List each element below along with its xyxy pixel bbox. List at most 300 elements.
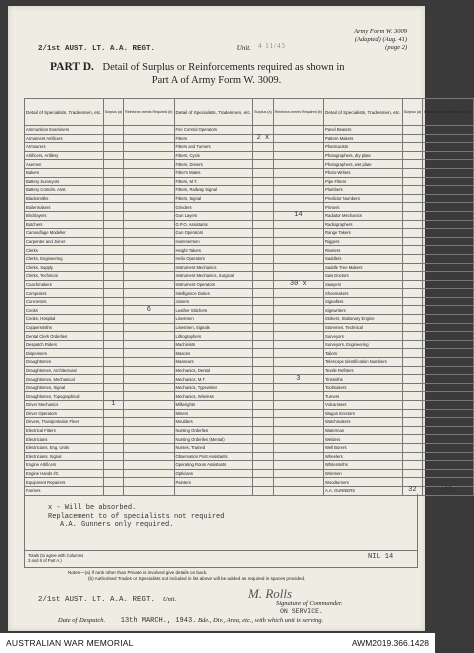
specialist-name: Sawyers [324,280,403,289]
surplus-cell [402,229,423,238]
surplus-cell [402,254,423,263]
reinforcement-cell [423,332,473,341]
reinforcement-cell [124,332,174,341]
surplus-cell [103,315,124,324]
note-a: Notes—(a) If rank other than Private is involved give details on back. [68,570,208,575]
unit-label: Unit. [236,44,251,52]
form-line-3: (page 2) [385,44,407,51]
specialist-name: Shoemakers [324,289,403,298]
reinforcement-cell [273,186,323,195]
remark-line-1: x - Will be absorbed. [48,504,137,512]
specialist-name: Radiographers [324,220,403,229]
specialist-name: Coppersmiths [25,323,104,332]
reinforcement-cell [124,254,174,263]
surplus-cell [103,280,124,289]
surplus-cell [402,315,423,324]
reinforcement-cell [124,478,174,487]
specialist-name: Ammunition Examiners [25,126,104,135]
specialist-name: Storemen, Technical [324,323,403,332]
surplus-cell [103,151,124,160]
specialist-name: Panel Beaters [324,126,403,135]
reinforcement-cell [273,461,323,470]
despatch-suffix: Bde., Div., Area, etc., with which unit is serving. [198,617,324,624]
specialist-name: Instrument Mechanics [174,263,253,272]
specialist-name: Wheelers [324,452,403,461]
surplus-cell [253,289,274,298]
specialist-name: Helio Operators [174,254,253,263]
specialist-name: Armourers [25,143,104,152]
surplus-cell [402,409,423,418]
surplus-cell [253,478,274,487]
table-row [25,177,474,186]
surplus-cell [103,375,124,384]
specialist-name: Pipe Fitters [324,177,403,186]
table-row [25,426,474,435]
surplus-cell [402,151,423,160]
surplus-cell [253,263,274,272]
totals-value: NIL 14 [368,553,394,561]
specialist-name: Dispensers [25,349,104,358]
reinforcement-cell [423,323,473,332]
table-row [25,151,474,160]
specialist-name: Intelligence Duties [174,289,253,298]
table-row [25,435,474,444]
reinforcement-cell [273,272,323,281]
specialist-name: Fitters, Railway Signal [174,186,253,195]
reinforcement-cell [124,297,174,306]
surplus-cell [103,366,124,375]
reinforcement-cell [124,143,174,152]
specialist-name: Surveyors, Engineering [324,340,403,349]
surplus-cell: 1 [103,401,124,410]
reinforcement-cell [423,151,473,160]
reinforcement-cell [423,366,473,375]
surplus-cell [402,349,423,358]
title-line-2: Part A of Army Form W. 3009. [151,75,282,86]
reinforcement-cell: 30 x [273,280,323,289]
specialist-name: Miners [174,409,253,418]
specialist-name: Wiremen [324,469,403,478]
surplus-cell [253,143,274,152]
specialist-name: Blacksmiths [25,194,104,203]
reinforcement-cell [423,306,473,315]
specialist-name: Armament Artificers [25,134,104,143]
reinforcement-cell [423,392,473,401]
surplus-cell [253,469,274,478]
col-header-detail-2: Detail of Specialists, Tradesmen, etc. [174,99,253,126]
surplus-cell [253,297,274,306]
reinforcement-cell [273,203,323,212]
reinforcement-cell [423,461,473,470]
reinforcement-cell [423,263,473,272]
specialist-name: Coachmakers [25,280,104,289]
form-number [354,28,407,52]
reinforcement-cell [423,443,473,452]
surplus-cell [253,340,274,349]
reinforcement-cell [124,177,174,186]
footer-unit-typed: 2/1st AUST. LT. A.A. REGT. [38,596,156,604]
surplus-cell [103,392,124,401]
reinforcement-cell [273,126,323,135]
reinforcement-cell [423,160,473,169]
surplus-cell [253,272,274,281]
specialist-name: Leather Stitchers [174,306,253,315]
surplus-cell [253,151,274,160]
reinforcement-cell [124,349,174,358]
surplus-cell [402,332,423,341]
reinforcement-cell [273,323,323,332]
surplus-cell [103,323,124,332]
specialist-name: Tinsmiths [324,375,403,384]
totals-label-1: Totals (to agree with Columns [28,553,84,558]
table-row [25,349,474,358]
reinforcement-cell [124,426,174,435]
specialist-name: Fitters, Cycle [174,151,253,160]
table-row [25,220,474,229]
reinforcement-cell [423,272,473,281]
surplus-cell [402,426,423,435]
table-row [25,401,474,410]
surplus-cell [402,237,423,246]
reinforcement-cell [273,297,323,306]
specialist-name: Draughtsmen, Mechanical [25,375,104,384]
surplus-cell [103,426,124,435]
reinforcement-cell [124,246,174,255]
specialist-name: Whitesmiths [324,461,403,470]
reinforcement-cell [423,246,473,255]
surplus-cell [103,418,124,427]
specialist-name: Waterman [324,426,403,435]
reinforcement-cell [273,469,323,478]
surplus-cell [402,435,423,444]
reinforcement-cell [124,323,174,332]
table-row [25,323,474,332]
form-sheet [8,6,472,631]
specialist-name: Signallers [324,297,403,306]
surplus-cell [402,443,423,452]
table-row [25,194,474,203]
specialist-name: Lithographers [174,332,253,341]
specialist-name: Clerks, Technical [25,272,104,281]
specialist-name: Cooks, Hospital [25,315,104,324]
surplus-cell [253,315,274,324]
reinforcement-cell [124,375,174,384]
reinforcement-cell [423,426,473,435]
reinforcement-cell [124,126,174,135]
surplus-cell: 32 [402,486,423,495]
surplus-cell [402,392,423,401]
specialist-name: Boilermakers [25,203,104,212]
reinforcement-cell [273,358,323,367]
reinforcement-cell [124,289,174,298]
surplus-cell [402,289,423,298]
specialist-name: Instrument Operators [174,280,253,289]
reinforcement-cell [273,401,323,410]
specialist-name: Driver Mechanics [25,401,104,410]
table-row [25,229,474,238]
specialist-name: Axemen [25,160,104,169]
specialist-name: Linesmen [174,315,253,324]
surplus-cell [103,168,124,177]
reinforcement-cell [124,418,174,427]
reinforcement-cell [124,340,174,349]
reinforcement-cell [273,254,323,263]
specialist-name: Pattern Makers [324,134,403,143]
specialist-name: Battery Surveyors [25,177,104,186]
specialist-name: Electricians, Signal [25,452,104,461]
surplus-cell [402,211,423,220]
specialist-name: Woodturners [324,478,403,487]
specialist-name: Battery Comdrs. Asst. [25,186,104,195]
reinforcement-cell [423,186,473,195]
surplus-cell [103,409,124,418]
footer-unit-line [38,594,176,604]
surplus-cell [103,220,124,229]
reinforcement-cell [423,254,473,263]
signature-label: Signature of Commander. [276,600,343,607]
surplus-cell [253,323,274,332]
specialist-name: Clerks, Engineering [25,254,104,263]
totals-label-2: 3 and 6 of Part A.) [28,558,62,563]
reinforcement-cell [273,263,323,272]
reinforcement-cell [423,401,473,410]
table-row [25,461,474,470]
specialist-name: Nursing Orderlies (Mental) [174,435,253,444]
reinforcement-cell: 14 [273,211,323,220]
surplus-cell [253,211,274,220]
surplus-cell [253,332,274,341]
surplus-cell [253,461,274,470]
surplus-cell [253,426,274,435]
specialist-name: Mechanics, Dental [174,366,253,375]
table-row [25,297,474,306]
surplus-cell [103,297,124,306]
reinforcement-cell [124,134,174,143]
reinforcement-cell [423,134,473,143]
reinforcement-cell [124,315,174,324]
despatch-date: 13th MARCH., 1943. [120,617,197,625]
specialist-name: Linesmen, Signals [174,323,253,332]
specialist-name: Opticians [174,469,253,478]
specialist-name: Wagon Erectors [324,409,403,418]
specialist-name: A.A. GUNNERS [324,486,403,495]
specialist-name: Observation Post Assistants [174,452,253,461]
form-line-1: Army Form W. 3009 [354,28,407,35]
surplus-cell [253,203,274,212]
note-b: (b) Authorised Trades or Specialists not included in list above will be added as required in spaces provided. [88,576,306,581]
specialist-name: Saw Doctors [324,272,403,281]
surplus-cell [253,375,274,384]
reinforcement-cell [423,203,473,212]
col-header-reinf-1: Reinforce-ments Required (b) [124,99,174,126]
specialist-name: Stokers, Stationary Engine [324,315,403,324]
surplus-cell [402,469,423,478]
specialist-name: Pharmacists [324,143,403,152]
surplus-cell [103,383,124,392]
surplus-cell [402,246,423,255]
specialist-name: Equipment Repairers [25,478,104,487]
reinforcement-cell [273,383,323,392]
table-row [25,143,474,152]
reinforcement-cell [273,409,323,418]
surplus-cell [103,126,124,135]
reinforcement-cell [124,401,174,410]
specialist-name: Toolmakers [324,383,403,392]
surplus-cell [402,126,423,135]
col-header-detail-3: Detail of Specialists, Tradesmen, etc. [324,99,403,126]
reinforcement-cell: 3 [273,375,323,384]
specialist-name: Engine Hands I/C [25,469,104,478]
surplus-cell [103,134,124,143]
surplus-cell [402,383,423,392]
surplus-cell [402,340,423,349]
specialist-name: Range Takers [324,229,403,238]
table-row [25,383,474,392]
reinforcement-cell [124,272,174,281]
specialist-name: Draughtsmen, Topographical [25,392,104,401]
col-header-reinf-2: Reinforce-ments Required (b) [273,99,323,126]
table-row [25,168,474,177]
reinforcement-cell [273,315,323,324]
table-row [25,211,474,220]
table-row [25,126,474,135]
table-row [25,315,474,324]
reinforcement-cell [423,289,473,298]
table-row [25,306,474,315]
surplus-cell [402,194,423,203]
surplus-cell [103,203,124,212]
table-row [25,443,474,452]
specialist-name: Plumbers [324,186,403,195]
col-header-surplus-3: Surplus (a) [402,99,423,126]
specialist-name: Saddlers [324,254,403,263]
reinforcement-cell [124,237,174,246]
specialist-name: Photo-Writers [324,168,403,177]
surplus-cell [402,272,423,281]
reinforcement-cell: 6 [124,306,174,315]
surplus-cell [103,177,124,186]
reinforcement-cell [273,452,323,461]
reinforcement-cell [423,409,473,418]
surplus-cell [253,366,274,375]
specialist-name: Mechanics, Typewriter [174,383,253,392]
specialist-name: Cooks [25,306,104,315]
surplus-cell [253,435,274,444]
surplus-cell [103,443,124,452]
reinforcement-cell [273,435,323,444]
totals-label [28,553,83,563]
specialist-name: Bakers [25,168,104,177]
surplus-cell [103,194,124,203]
despatch-line [58,617,323,625]
specialist-name: Electricians [25,435,104,444]
reinforcement-cell [273,366,323,375]
specialist-name: Signwriters [324,306,403,315]
surplus-cell [402,280,423,289]
specialist-name: Grinders [174,203,253,212]
reinforcement-cell [124,280,174,289]
surplus-cell [402,134,423,143]
col-header-surplus-2: Surplus (a) [253,99,274,126]
table-header-row [25,99,474,126]
surplus-cell [402,143,423,152]
table-row [25,203,474,212]
surplus-cell [253,443,274,452]
reinforcement-cell [124,211,174,220]
reinforcement-cell [273,220,323,229]
surplus-cell [253,126,274,135]
reinforcement-cell [423,418,473,427]
surplus-cell [103,435,124,444]
specialist-name: Masons [174,349,253,358]
reinforcement-cell [273,237,323,246]
reinforcement-cell [273,349,323,358]
specialist-name: Camouflage Modeller [25,229,104,238]
table-row [25,366,474,375]
surplus-cell [402,366,423,375]
table-row [25,246,474,255]
reinforcement-cell [124,186,174,195]
surplus-cell [402,263,423,272]
surplus-cell [402,375,423,384]
form-line-2: (Adapted) (Aug. 41) [354,36,407,43]
surplus-cell [402,203,423,212]
specialist-name: Joiners [174,297,253,306]
surplus-cell [253,246,274,255]
reinforcement-cell [423,383,473,392]
surplus-cell [103,461,124,470]
specialist-name: Engine Artificers [25,461,104,470]
reinforcement-cell [273,392,323,401]
table-row [25,160,474,169]
specialist-name: Printers [324,203,403,212]
surplus-cell [253,358,274,367]
reinforcement-cell [273,160,323,169]
surplus-cell [253,177,274,186]
surplus-cell [103,332,124,341]
specialist-name: Fitters, M.T. [174,177,253,186]
remark-block [48,513,224,529]
reinforcement-cell [124,160,174,169]
reinforcement-cell [124,358,174,367]
title-line-1 [50,61,345,73]
surplus-cell [253,306,274,315]
table-row [25,409,474,418]
reinforcement-cell [423,126,473,135]
surplus-cell [402,323,423,332]
reinforcement-cell [124,263,174,272]
reinforcement-cell [423,478,473,487]
col-header-surplus-1: Surplus (a) [103,99,124,126]
specialist-name: Electricians, Eng. Units [25,443,104,452]
table-row [25,332,474,341]
reinforcement-cell [124,151,174,160]
table-row [25,263,474,272]
table-row [25,186,474,195]
specialist-name: Draughtsmen, Signal [25,383,104,392]
reinforcement-cell [273,246,323,255]
specialist-name: Artificers, Artillery [25,151,104,160]
part-label: PART D. [50,61,94,73]
unit-typed: 2/1st AUST. LT. A.A. REGT. [38,45,156,53]
table-row [25,340,474,349]
reinforcement-cell [124,469,174,478]
reinforcement-cell [423,340,473,349]
surplus-cell [402,306,423,315]
specialist-name: Riveters [324,246,403,255]
surplus-cell [253,254,274,263]
reinforcement-cell [124,194,174,203]
